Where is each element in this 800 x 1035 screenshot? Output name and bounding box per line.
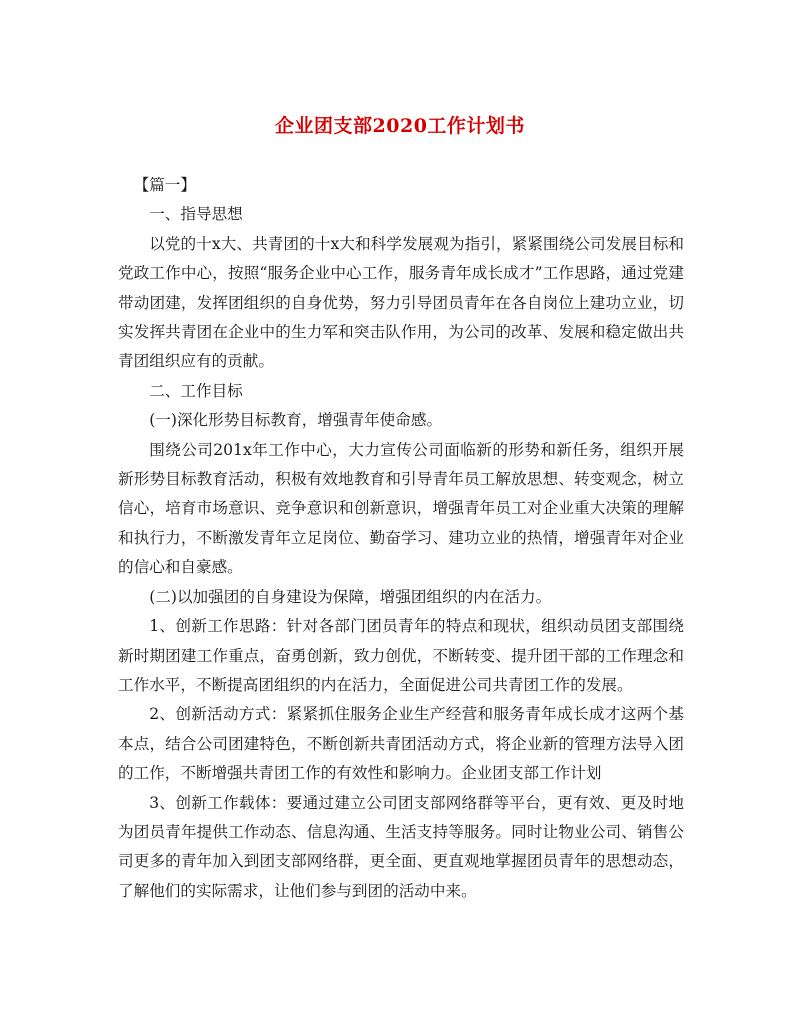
paragraph: 2、创新活动方式：紧紧抓住服务企业生产经营和服务青年成长成才这两个基本点，结合公司团建特色，不断创新共青团活动方式，将企业新的管理方法导入团的工作，不断增强共青团工作的有效性和影响力。企业团支部工作计划 xyxy=(118,705,684,783)
subheading: (一)深化形势目标教育，增强青年使命感。 xyxy=(149,411,443,430)
heading-work-goals: 二、工作目标 xyxy=(149,381,243,400)
paragraph: 1、创新工作思路：针对各部门团员青年的特点和现状，组织动员团支部围绕新时期团建工作重点，奋勇创新，致力创优，不断转变、提升团干部的工作理念和工作水平，不断提高团组织的内在活力，全面促进公司共青团工作的发展。 xyxy=(118,617,684,694)
paragraph: 3、创新工作载体：要通过建立公司团支部网络群等平台，更有效、更及时地为团员青年提供工作动态、信息沟通、生活支持等服务。同时让物业公司、销售公司更多的青年加入到团支部网络群，更全面、更直观地掌握团员青年的思想动态，了解他们的实际需求，让他们参与到团的活动中来。 xyxy=(118,793,684,900)
document-body xyxy=(118,171,684,906)
subheading: (二)以加强团的自身建设为保障，增强团组织的内在活力。 xyxy=(149,587,552,606)
document-title: 企业团支部2020工作计划书 xyxy=(275,115,525,137)
paragraph: 以党的十x大、共青团的十x大和科学发展观为指引，紧紧围绕公司发展目标和党政工作中心，按照“服务企业中心工作，服务青年成长成才”工作思路，通过党建带动团建，发挥团组织的自身优势，努力引导团员青年在各自岗位上建功立业，切实发挥共青团在企业中的生力军和突击队作用，为公司的改革、发展和稳定做出共青团组织应有的贡献。 xyxy=(118,234,684,371)
section-label: 【篇一】 xyxy=(133,176,196,194)
paragraph: 围绕公司201x年工作中心，大力宣传公司面临新的形势和新任务，组织开展新形势目标教育活动，积极有效地教育和引导青年员工解放思想、转变观念，树立信心，培育市场意识、竞争意识和创新意识，增强青年员工对企业重大决策的理解和执行力，不断激发青年立足岗位、勤奋学习、建功立业的热情，增强青年对企业的信心和自豪感。 xyxy=(118,440,684,577)
heading-guiding-thought: 一、指导思想 xyxy=(149,205,243,224)
